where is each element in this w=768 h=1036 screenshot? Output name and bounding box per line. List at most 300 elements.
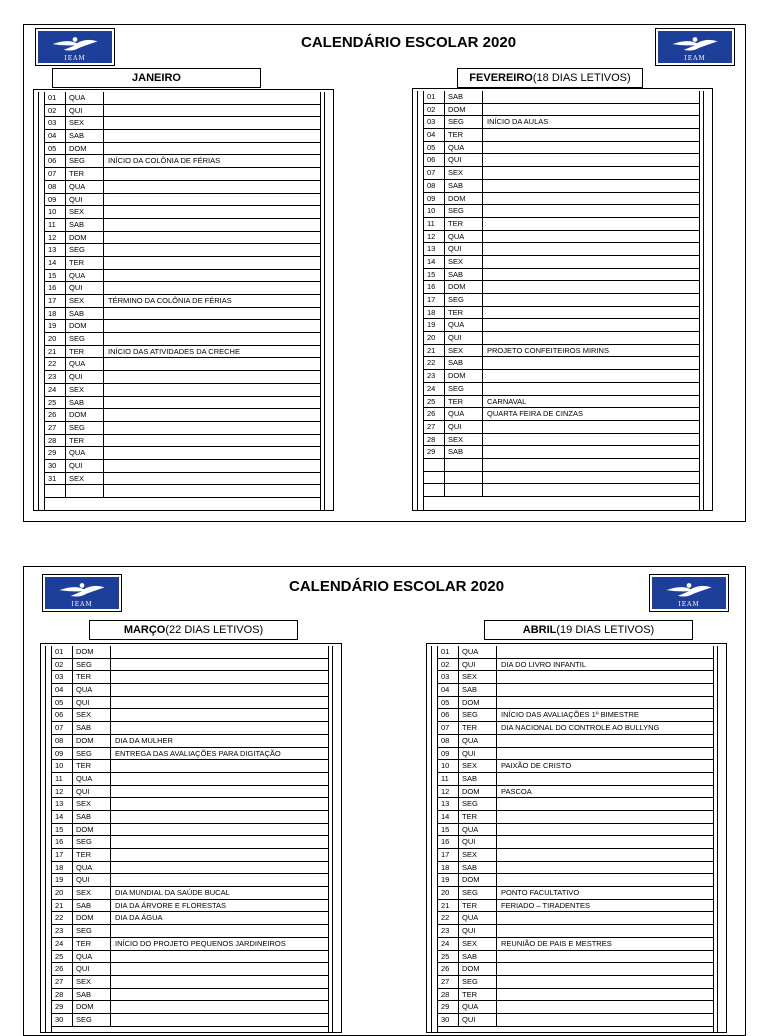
event	[111, 925, 328, 937]
weekday: DOM	[73, 646, 111, 658]
day-number: 16	[438, 836, 459, 848]
event	[111, 722, 328, 734]
day-number: 06	[45, 155, 66, 167]
event	[497, 773, 713, 785]
event	[483, 446, 699, 458]
table-abril	[426, 643, 727, 1033]
calendar-title: CALENDÁRIO ESCOLAR 2020	[289, 578, 505, 595]
table-row	[438, 849, 713, 862]
table-row	[45, 168, 320, 181]
event	[483, 243, 699, 255]
day-number	[45, 485, 66, 497]
event	[483, 167, 699, 179]
table-row	[424, 307, 699, 320]
event	[104, 130, 320, 142]
table-row	[45, 473, 320, 486]
weekday: DOM	[73, 1001, 111, 1013]
weekday: DOM	[445, 370, 483, 382]
event: INÍCIO DAS ATIVIDADES DA CRECHE	[108, 346, 240, 356]
day-number: 21	[438, 900, 459, 912]
weekday: SEG	[459, 798, 497, 810]
weekday: SEG	[73, 1014, 111, 1026]
event	[104, 168, 320, 180]
day-number: 04	[424, 129, 445, 141]
event: INÍCIO DO PROJETO PEQUENOS JARDINEIROS	[115, 938, 286, 948]
event: CARNAVAL	[487, 396, 527, 406]
event	[104, 308, 320, 320]
table-janeiro	[33, 89, 334, 511]
event: PAIXÃO DE CRISTO	[501, 761, 572, 771]
event: PROJETO CONFEITEIROS MIRINS	[487, 345, 609, 355]
table-row	[424, 281, 699, 294]
weekday: SAB	[73, 811, 111, 823]
weekday: SEX	[73, 887, 111, 899]
event	[483, 142, 699, 154]
event	[104, 92, 320, 104]
weekday: SEX	[445, 256, 483, 268]
table-row	[438, 722, 713, 735]
weekday: TER	[66, 435, 104, 447]
weekday	[445, 472, 483, 484]
weekday: SEG	[445, 116, 483, 128]
logo-text: IEAM	[684, 55, 706, 62]
table-row	[438, 989, 713, 1002]
table-row	[424, 472, 699, 485]
day-number: 19	[45, 320, 66, 332]
day-number: 26	[424, 408, 445, 420]
weekday: TER	[66, 168, 104, 180]
day-number: 25	[438, 951, 459, 963]
weekday: SAB	[459, 773, 497, 785]
event	[483, 231, 699, 243]
event	[111, 697, 328, 709]
day-number: 15	[52, 824, 73, 836]
event	[483, 459, 699, 471]
table-row	[52, 684, 328, 697]
event	[104, 358, 320, 370]
event	[104, 333, 320, 345]
event	[497, 748, 713, 760]
table-row	[45, 397, 320, 410]
day-number: 12	[424, 231, 445, 243]
weekday: SEG	[73, 925, 111, 937]
table-row	[45, 117, 320, 130]
day-number: 22	[45, 358, 66, 370]
weekday: DOM	[459, 874, 497, 886]
table-row	[45, 143, 320, 156]
weekday: SAB	[445, 180, 483, 192]
event	[483, 332, 699, 344]
weekday: DOM	[66, 320, 104, 332]
day-number: 18	[45, 308, 66, 320]
weekday: SEG	[459, 709, 497, 721]
weekday: QUA	[445, 231, 483, 243]
table-row	[438, 709, 713, 722]
day-number: 10	[52, 760, 73, 772]
event	[111, 951, 328, 963]
event	[111, 976, 328, 988]
day-number: 30	[45, 460, 66, 472]
event	[111, 849, 328, 861]
event	[104, 219, 320, 231]
weekday: DOM	[66, 143, 104, 155]
day-number: 14	[45, 257, 66, 269]
table-row	[424, 91, 699, 104]
table-row	[45, 181, 320, 194]
table-row	[45, 282, 320, 295]
event	[497, 989, 713, 1001]
weekday: QUI	[459, 1014, 497, 1026]
event	[111, 811, 328, 823]
table-row	[45, 485, 320, 498]
event	[104, 181, 320, 193]
day-number: 11	[52, 773, 73, 785]
event	[497, 798, 713, 810]
logo-text: IEAM	[678, 601, 700, 608]
table-row	[424, 231, 699, 244]
calendar-title: CALENDÁRIO ESCOLAR 2020	[301, 34, 517, 51]
table-row	[45, 270, 320, 283]
table-row	[424, 180, 699, 193]
day-number: 25	[424, 396, 445, 408]
table-row	[438, 684, 713, 697]
weekday: SEX	[66, 384, 104, 396]
table-row	[424, 434, 699, 447]
event	[497, 684, 713, 696]
event	[104, 384, 320, 396]
day-number: 01	[438, 646, 459, 658]
day-number: 17	[438, 849, 459, 861]
weekday: DOM	[66, 409, 104, 421]
table-row	[438, 887, 713, 900]
day-number: 18	[438, 862, 459, 874]
weekday: QUA	[459, 912, 497, 924]
event	[104, 422, 320, 434]
event: REUNIÃO DE PAIS E MESTRES	[501, 938, 612, 948]
weekday: TER	[445, 218, 483, 230]
month-header-marco	[89, 620, 298, 640]
weekday: SAB	[445, 357, 483, 369]
weekday: QUI	[66, 194, 104, 206]
month-school-days: (22 DIAS LETIVOS)	[165, 624, 264, 636]
weekday: SAB	[66, 219, 104, 231]
rows-janeiro	[44, 92, 321, 510]
weekday: TER	[459, 900, 497, 912]
event	[111, 798, 328, 810]
weekday: QUA	[66, 270, 104, 282]
month-name: FEVEREIRO	[469, 72, 533, 84]
event	[104, 485, 320, 497]
table-row	[424, 446, 699, 459]
weekday: TER	[445, 307, 483, 319]
weekday: SEG	[445, 294, 483, 306]
weekday	[66, 485, 104, 497]
table-row	[52, 659, 328, 672]
event: DIA DA ÁRVORE E FLORESTAS	[115, 900, 227, 910]
weekday: QUI	[459, 836, 497, 848]
event	[483, 205, 699, 217]
event	[483, 421, 699, 433]
event	[483, 256, 699, 268]
day-number: 29	[52, 1001, 73, 1013]
event	[483, 370, 699, 382]
day-number: 19	[52, 874, 73, 886]
table-row	[424, 319, 699, 332]
day-number: 01	[424, 91, 445, 103]
event	[497, 735, 713, 747]
day-number: 18	[52, 862, 73, 874]
event	[483, 269, 699, 281]
day-number: 05	[52, 697, 73, 709]
table-row	[424, 345, 699, 358]
weekday: SEG	[66, 333, 104, 345]
event	[104, 105, 320, 117]
table-row	[52, 735, 328, 748]
event	[497, 824, 713, 836]
day-number: 23	[45, 371, 66, 383]
weekday: QUA	[445, 408, 483, 420]
weekday: SEG	[73, 836, 111, 848]
table-row	[52, 824, 328, 837]
table-row	[438, 900, 713, 913]
weekday: DOM	[459, 697, 497, 709]
day-number: 26	[45, 409, 66, 421]
event	[104, 282, 320, 294]
table-row	[52, 951, 328, 964]
day-number: 01	[52, 646, 73, 658]
weekday: SAB	[66, 130, 104, 142]
table-row	[52, 748, 328, 761]
table-row	[45, 320, 320, 333]
table-row	[52, 849, 328, 862]
table-row	[52, 976, 328, 989]
event	[104, 206, 320, 218]
table-row	[424, 243, 699, 256]
event	[111, 760, 328, 772]
table-row	[52, 963, 328, 976]
month-school-days: (19 DIAS LETIVOS)	[556, 624, 655, 636]
event	[483, 484, 699, 496]
day-number: 09	[438, 748, 459, 760]
weekday: QUA	[459, 824, 497, 836]
weekday: TER	[459, 722, 497, 734]
weekday: SEX	[459, 849, 497, 861]
table-row	[438, 760, 713, 773]
event	[104, 435, 320, 447]
weekday: QUI	[66, 460, 104, 472]
table-row	[438, 786, 713, 799]
day-number: 30	[438, 1014, 459, 1026]
day-number: 09	[52, 748, 73, 760]
weekday: SAB	[459, 951, 497, 963]
table-row	[438, 697, 713, 710]
day-number: 05	[438, 697, 459, 709]
table-row	[45, 219, 320, 232]
weekday: QUA	[73, 684, 111, 696]
weekday: QUI	[66, 105, 104, 117]
event	[497, 836, 713, 848]
table-row	[438, 938, 713, 951]
weekday: TER	[66, 257, 104, 269]
event: TÉRMINO DA COLÔNIA DE FÉRIAS	[108, 296, 232, 305]
table-row	[52, 811, 328, 824]
event	[111, 963, 328, 975]
table-row	[424, 383, 699, 396]
day-number: 14	[424, 256, 445, 268]
day-number: 28	[52, 989, 73, 1001]
event: FERIADO – TIRADENTES	[501, 900, 591, 910]
weekday: QUA	[445, 319, 483, 331]
weekday: SEG	[66, 155, 104, 167]
table-row	[45, 257, 320, 270]
day-number: 17	[45, 295, 66, 307]
day-number: 24	[45, 384, 66, 396]
table-row	[438, 912, 713, 925]
month-name: MARÇO	[123, 624, 166, 636]
event: DIA DO LIVRO INFANTIL	[501, 659, 587, 669]
weekday: SEX	[445, 167, 483, 179]
day-number: 08	[424, 180, 445, 192]
table-row	[438, 963, 713, 976]
event	[104, 117, 320, 129]
table-row	[45, 346, 320, 359]
table-row	[424, 193, 699, 206]
weekday: SEX	[66, 206, 104, 218]
day-number: 09	[424, 193, 445, 205]
weekday: QUI	[73, 874, 111, 886]
month-header-fevereiro	[457, 68, 643, 88]
day-number	[424, 472, 445, 484]
table-row	[45, 333, 320, 346]
event	[111, 1001, 328, 1013]
event	[111, 989, 328, 1001]
event	[483, 281, 699, 293]
table-row	[45, 447, 320, 460]
table-row	[438, 659, 713, 672]
table-row	[438, 1014, 713, 1027]
day-number: 01	[45, 92, 66, 104]
event: QUARTA FEIRA DE CINZAS	[487, 409, 583, 419]
event	[497, 912, 713, 924]
event	[497, 646, 713, 658]
weekday: TER	[445, 396, 483, 408]
table-row	[45, 435, 320, 448]
day-number: 17	[52, 849, 73, 861]
table-row	[438, 951, 713, 964]
table-row	[52, 760, 328, 773]
weekday	[445, 459, 483, 471]
event	[497, 874, 713, 886]
event	[483, 218, 699, 230]
weekday: QUI	[459, 659, 497, 671]
weekday: SEX	[459, 671, 497, 683]
weekday: SEX	[66, 295, 104, 307]
day-number: 02	[424, 104, 445, 116]
weekday: SEX	[459, 760, 497, 772]
event	[497, 976, 713, 988]
day-number: 13	[424, 243, 445, 255]
day-number: 16	[52, 836, 73, 848]
day-number: 07	[424, 167, 445, 179]
weekday: QUA	[66, 358, 104, 370]
table-row	[52, 912, 328, 925]
day-number: 02	[45, 105, 66, 117]
weekday: DOM	[445, 104, 483, 116]
day-number: 12	[52, 786, 73, 798]
table-row	[438, 874, 713, 887]
day-number: 08	[438, 735, 459, 747]
table-row	[52, 1014, 328, 1027]
weekday: TER	[445, 129, 483, 141]
event	[104, 143, 320, 155]
weekday: QUI	[445, 243, 483, 255]
school-logo-right	[649, 574, 729, 612]
table-row	[424, 116, 699, 129]
table-row	[438, 824, 713, 837]
day-number: 22	[424, 357, 445, 369]
table-row	[424, 129, 699, 142]
event	[111, 659, 328, 671]
event	[497, 811, 713, 823]
weekday: SEX	[445, 345, 483, 357]
event	[111, 646, 328, 658]
table-row	[438, 836, 713, 849]
weekday: SAB	[73, 722, 111, 734]
month-header-abril	[484, 620, 693, 640]
weekday: SEG	[73, 659, 111, 671]
table-row	[45, 194, 320, 207]
event	[483, 91, 699, 103]
weekday: SEG	[459, 976, 497, 988]
weekday: SAB	[445, 446, 483, 458]
table-row	[52, 709, 328, 722]
day-number: 20	[438, 887, 459, 899]
event: ENTREGA DAS AVALIAÇÕES PARA DIGITAÇÃO	[115, 748, 281, 758]
day-number: 20	[424, 332, 445, 344]
event	[483, 294, 699, 306]
day-number: 04	[438, 684, 459, 696]
event	[111, 773, 328, 785]
table-row	[424, 396, 699, 409]
table-row	[438, 1001, 713, 1014]
day-number: 02	[438, 659, 459, 671]
day-number: 06	[424, 154, 445, 166]
event	[111, 862, 328, 874]
day-number: 13	[438, 798, 459, 810]
table-row	[424, 459, 699, 472]
weekday: DOM	[73, 735, 111, 747]
table-fevereiro	[412, 88, 713, 511]
day-number: 28	[438, 989, 459, 1001]
month-school-days: (18 DIAS LETIVOS)	[532, 72, 631, 84]
day-number: 23	[52, 925, 73, 937]
table-row	[424, 256, 699, 269]
event	[483, 357, 699, 369]
day-number: 21	[424, 345, 445, 357]
day-number	[424, 459, 445, 471]
table-row	[424, 408, 699, 421]
table-row	[45, 155, 320, 168]
table-row	[45, 105, 320, 118]
event	[104, 447, 320, 459]
table-row	[52, 1001, 328, 1014]
day-number: 03	[45, 117, 66, 129]
table-row	[45, 232, 320, 245]
event: INÍCIO DAS AVALIAÇÕES 1º BIMESTRE	[501, 710, 639, 720]
weekday: QUA	[66, 181, 104, 193]
weekday: QUI	[73, 697, 111, 709]
event	[497, 671, 713, 683]
